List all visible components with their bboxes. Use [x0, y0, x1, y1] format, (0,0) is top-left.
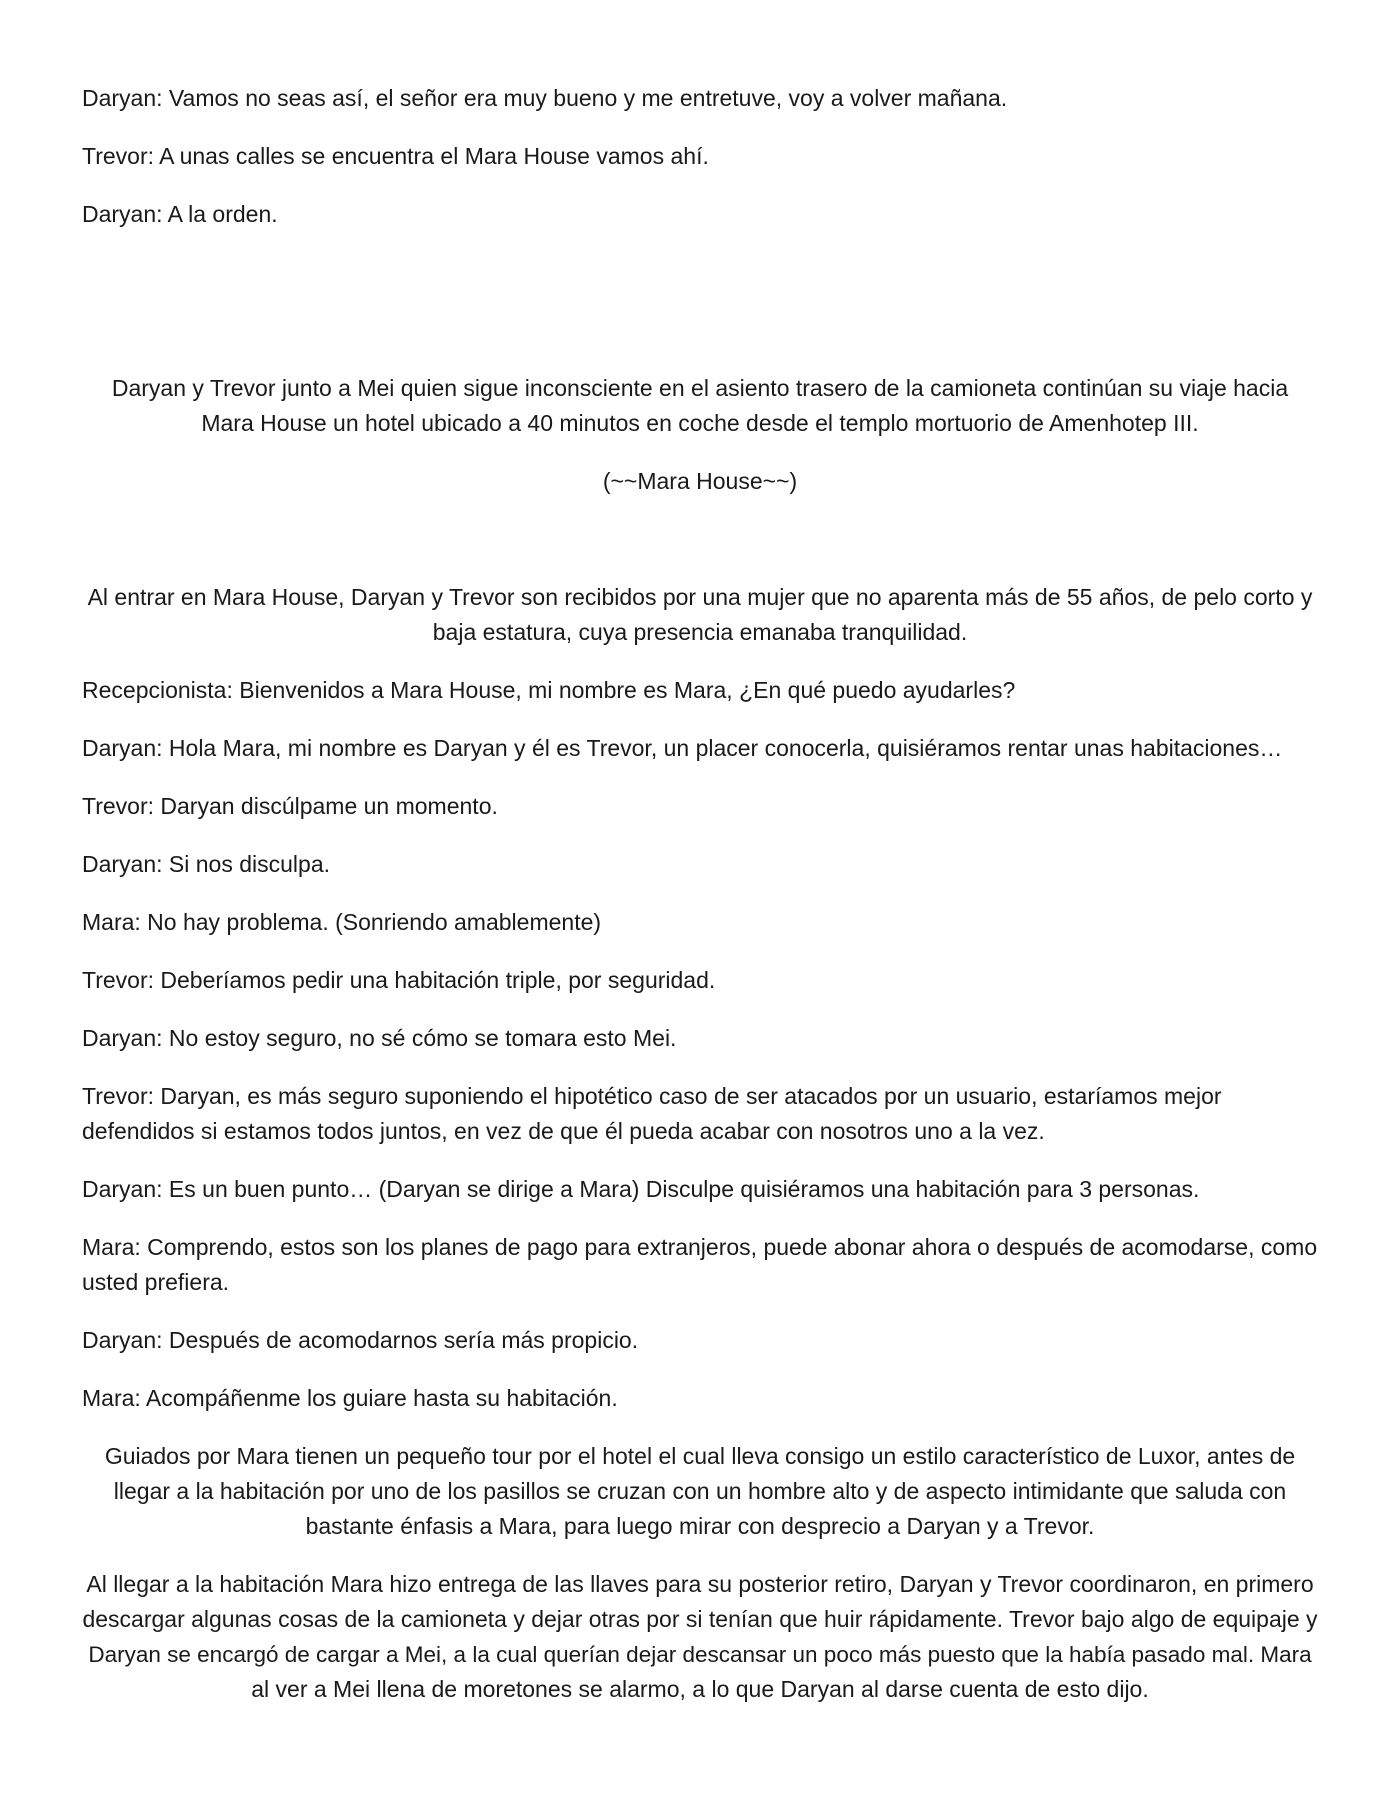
dialogue-paragraph	[82, 1021, 676, 1056]
text-line: usted prefiera.	[82, 1269, 230, 1295]
text-line: Daryan: Después de acomodarnos sería más propicio.	[82, 1327, 639, 1353]
text-line: Daryan: No estoy seguro, no sé cómo se tomara esto Mei.	[82, 1025, 677, 1051]
narration-paragraph	[82, 371, 1318, 441]
dialogue-paragraph	[82, 789, 498, 824]
text-line: Daryan: Si nos disculpa.	[82, 851, 331, 877]
text-line: baja estatura, cuya presencia emanaba tranquilidad.	[432, 619, 968, 645]
text-line: Daryan: Es un buen punto… (Daryan se dirige a Mara) Disculpe quisiéramos una habitación para 3 personas.	[82, 1176, 1200, 1202]
text-line: Al entrar en Mara House, Daryan y Trevor son recibidos por una mujer que no aparenta más de 55 años, de pelo corto y	[87, 584, 1313, 610]
text-line: Daryan se encargó de cargar a Mei, a la cual querían dejar descansar un poco más puesto que la había pasado mal. Mara	[88, 1642, 1312, 1667]
narration-paragraph	[82, 1567, 1318, 1707]
dialogue-paragraph	[82, 1079, 1222, 1149]
text-line: Guiados por Mara tienen un pequeño tour por el hotel el cual lleva consigo un estilo característico de Luxor, antes de	[104, 1443, 1296, 1469]
text-line: Trevor: Daryan, es más seguro suponiendo el hipotético caso de ser atacados por un usuario, estaríamos mejor	[82, 1083, 1222, 1109]
text-line: Trevor: Deberíamos pedir una habitación triple, por seguridad.	[82, 967, 716, 993]
dialogue-paragraph	[82, 139, 709, 174]
text-line: Daryan: Vamos no seas así, el señor era muy bueno y me entretuve, voy a volver mañana.	[82, 85, 1008, 111]
dialogue-paragraph	[82, 1172, 1199, 1207]
text-line: llegar a la habitación por uno de los pasillos se cruzan con un hombre alto y de aspecto intimidante que saluda con	[113, 1478, 1287, 1504]
text-line: Mara House un hotel ubicado a 40 minutos en coche desde el templo mortuorio de Amenhotep III.	[201, 410, 1199, 436]
text-line: Recepcionista: Bienvenidos a Mara House, mi nombre es Mara, ¿En qué puedo ayudarles?	[82, 677, 1016, 703]
text-line: Daryan: A la orden.	[82, 201, 278, 227]
text-line: Al llegar a la habitación Mara hizo entrega de las llaves para su posterior retiro, Daryan y Trevor coordinaron, en primero	[86, 1571, 1314, 1597]
narration-paragraph	[82, 1439, 1318, 1544]
scene-heading	[82, 464, 1318, 499]
narration-paragraph	[82, 580, 1318, 650]
dialogue-paragraph	[82, 905, 601, 940]
dialogue-paragraph	[82, 673, 1015, 708]
text-line: descargar algunas cosas de la camioneta y dejar otras por si tenían que huir rápidamente. Trevor bajo algo de equipaje y	[82, 1606, 1318, 1632]
text-line: Trevor: Daryan discúlpame un momento.	[82, 793, 498, 819]
text-line: Trevor: A unas calles se encuentra el Mara House vamos ahí.	[82, 143, 709, 169]
dialogue-paragraph	[82, 197, 278, 232]
dialogue-paragraph	[82, 731, 1282, 766]
dialogue-paragraph	[82, 1381, 618, 1416]
dialogue-paragraph	[82, 847, 330, 882]
dialogue-paragraph	[82, 81, 1007, 116]
text-line: Daryan y Trevor junto a Mei quien sigue inconsciente en el asiento trasero de la camioneta continúan su viaje hacia	[111, 375, 1289, 401]
dialogue-paragraph	[82, 1230, 1317, 1300]
text-line: Mara: Comprendo, estos son los planes de pago para extranjeros, puede abonar ahora o después de acomodarse, como	[82, 1234, 1318, 1260]
text-line: bastante énfasis a Mara, para luego mirar con desprecio a Daryan y a Trevor.	[305, 1513, 1095, 1539]
text-line: Mara: Acompáñenme los guiare hasta su habitación.	[82, 1385, 618, 1411]
text-line: (~~Mara House~~)	[602, 468, 798, 494]
text-line: Daryan: Hola Mara, mi nombre es Daryan y él es Trevor, un placer conocerla, quisiéramos rentar unas habitaciones…	[82, 735, 1283, 761]
text-line: al ver a Mei llena de moretones se alarmo, a lo que Daryan al darse cuenta de esto dijo.	[251, 1676, 1149, 1702]
text-line: defendidos si estamos todos juntos, en vez de que él pueda acabar con nosotros uno a la vez.	[82, 1118, 1045, 1144]
text-line: Mara: No hay problema. (Sonriendo amablemente)	[82, 909, 602, 935]
dialogue-paragraph	[82, 1323, 638, 1358]
dialogue-paragraph	[82, 963, 715, 998]
